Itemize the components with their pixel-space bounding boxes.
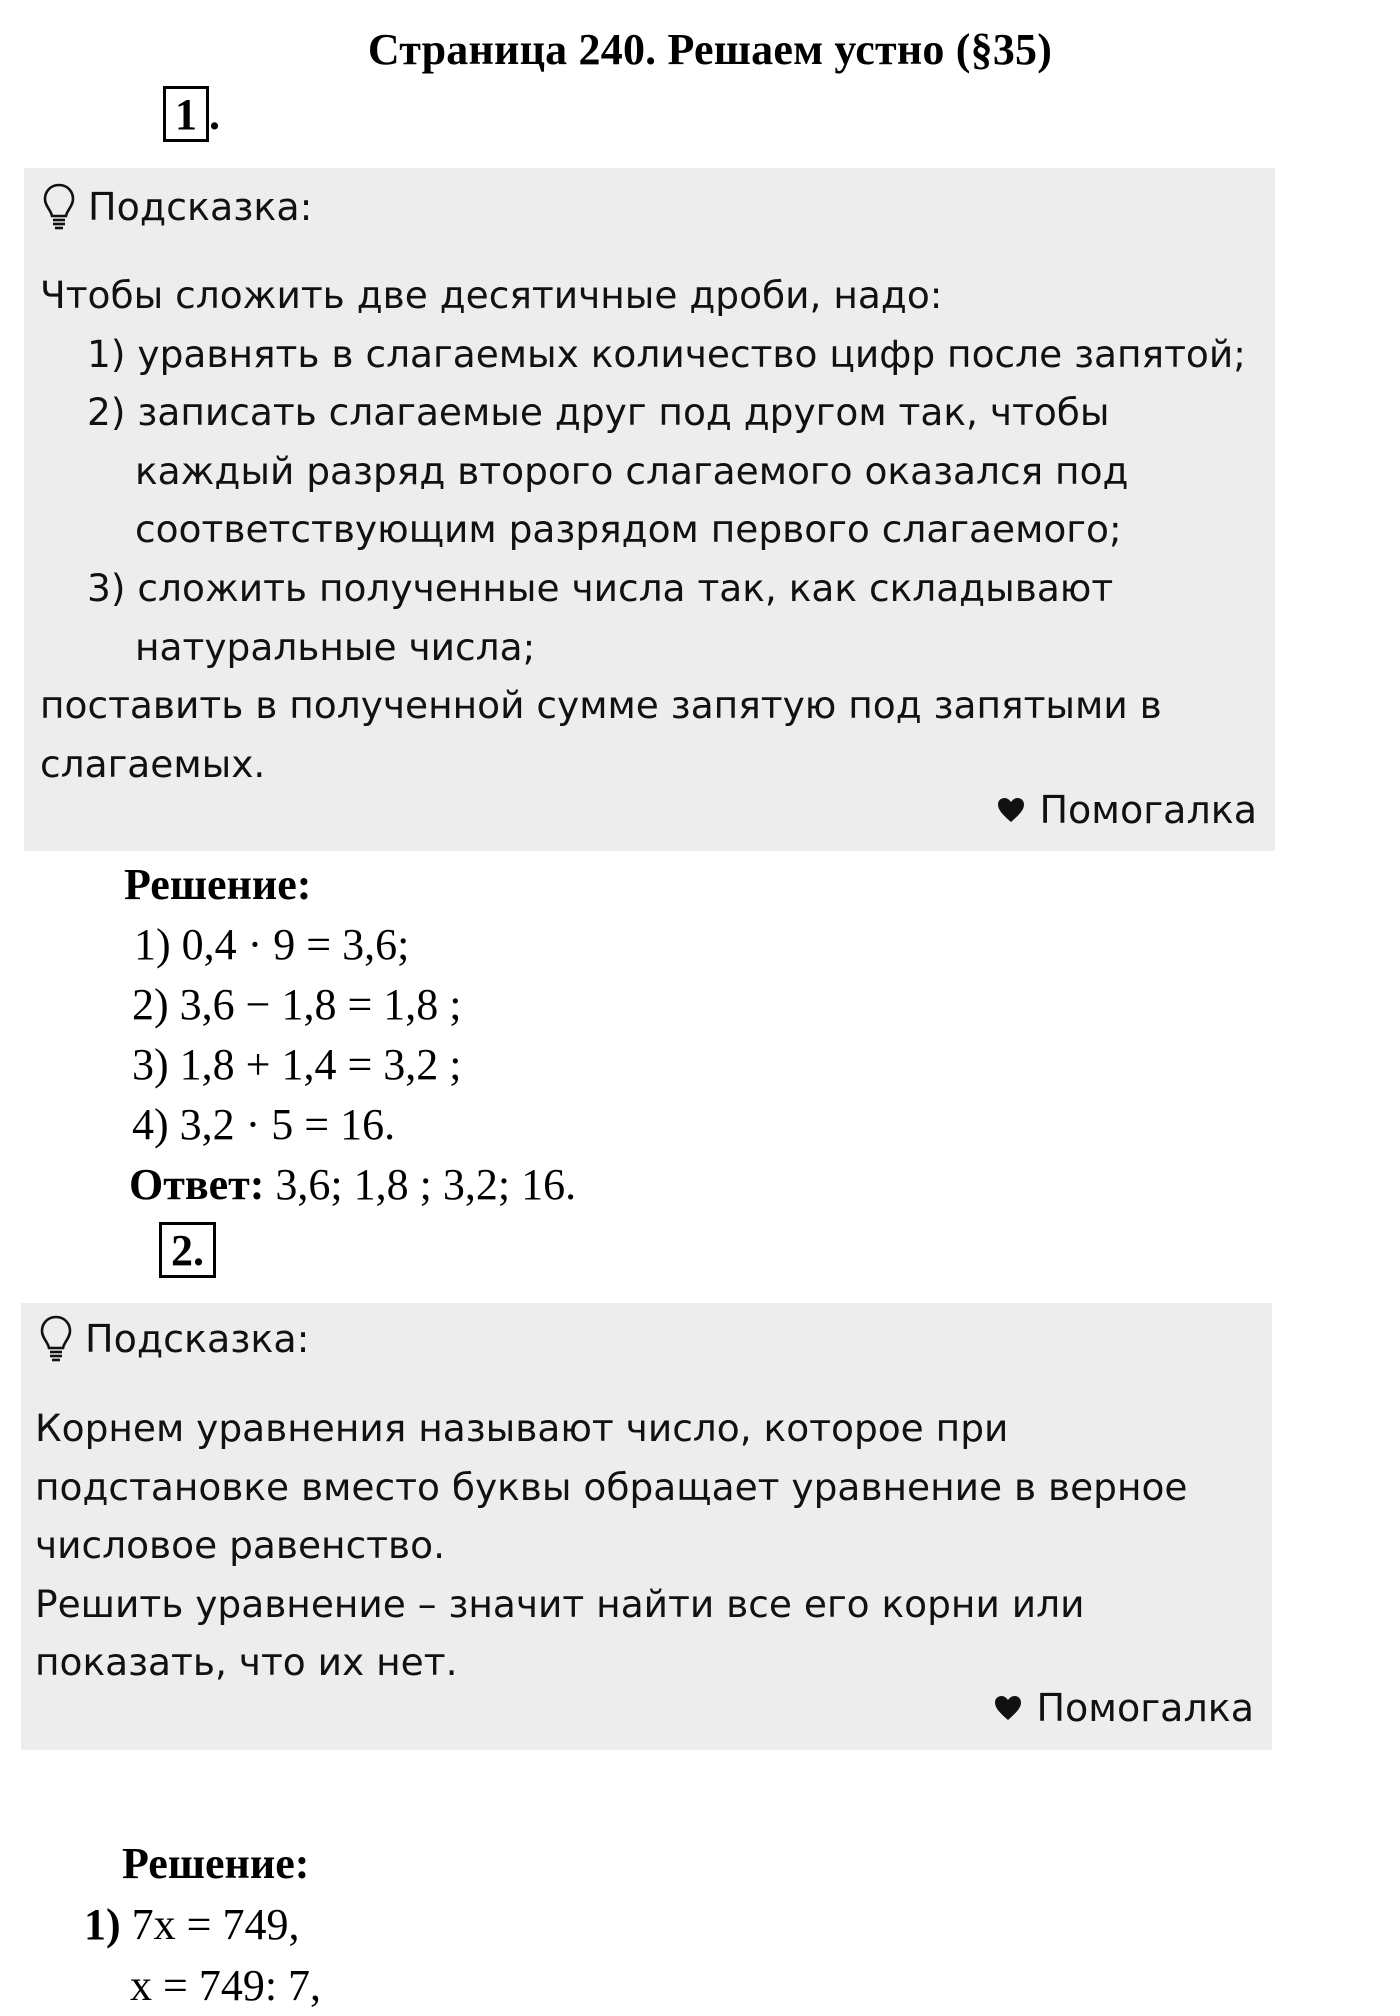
- hint-text: показать, что их нет.: [35, 1640, 458, 1685]
- answer-label: Ответ:: [129, 1160, 265, 1209]
- hint-text: Корнем уравнения называют число, которое при: [35, 1406, 1009, 1450]
- hint-heading: Подсказка:: [88, 185, 313, 229]
- hint-text: Чтобы сложить две десятичные дроби, надо:: [40, 273, 943, 317]
- hint-header: [42, 182, 312, 232]
- hint-list-item: 3) сложить полученные числа так, как складывают: [87, 565, 1114, 610]
- solution-line: [84, 1894, 321, 1955]
- answer-value: 3,6; 1,8 ; 3,2; 16.: [264, 1160, 577, 1209]
- hint-text: подстановке вместо буквы обращает уравнение в верное: [35, 1464, 1188, 1509]
- hint-footer-link[interactable]: [994, 1686, 1254, 1730]
- heart-icon: [994, 1695, 1022, 1721]
- task-1-number-box: 1: [163, 86, 209, 142]
- solution-line-text: 7x = 749,: [120, 1900, 300, 1949]
- task-2-number-box: 2.: [159, 1222, 216, 1278]
- task-1-number: 1 .: [163, 86, 220, 142]
- hint-box-2: [21, 1303, 1272, 1750]
- page-title: Страница 240. Решаем устно (§35): [367, 25, 1053, 74]
- hint-text: поставить в полученной сумме запятую под запятыми в: [40, 683, 1162, 728]
- hint-list-item-continuation: натуральные числа;: [135, 624, 536, 669]
- hint-header: [39, 1314, 309, 1364]
- hint-footer-link[interactable]: [997, 788, 1257, 832]
- hint-list-item: 2) записать слагаемые друг под другом так, чтобы: [87, 390, 1110, 435]
- heart-icon: [997, 797, 1025, 823]
- solution-line: 4) 3,2 · 5 = 16.: [132, 1100, 396, 1149]
- solution-line: 2) 3,6 − 1,8 = 1,8 ;: [132, 980, 462, 1029]
- hint-text: слагаемых.: [40, 741, 266, 786]
- lightbulb-icon: [39, 1314, 73, 1364]
- task-2-number: [159, 1222, 216, 1278]
- solution-label: Решение:: [122, 1839, 310, 1888]
- solution-2: [84, 1833, 321, 2016]
- hint-footer-label: Помогалка: [1036, 1686, 1254, 1730]
- hint-list-item-continuation: соответствующим разрядом первого слагаемого;: [135, 507, 1122, 552]
- hint-box-1: [24, 168, 1275, 851]
- hint-text: Решить уравнение – значит найти все его корни или: [35, 1581, 1085, 1626]
- solution-line: 3) 1,8 + 1,4 = 3,2 ;: [132, 1040, 462, 1089]
- solution-line: 1) 0,4 · 9 = 3,6;: [134, 920, 410, 969]
- hint-body: [40, 266, 1246, 793]
- hint-list-item-continuation: каждый разряд второго слагаемого оказался под: [135, 448, 1129, 493]
- solution-line-number: 1): [84, 1900, 121, 1949]
- hint-footer-label: Помогалка: [1039, 788, 1257, 832]
- hint-heading: Подсказка:: [85, 1317, 310, 1361]
- solution-label: Решение:: [124, 860, 312, 909]
- answer-line: [124, 1155, 576, 1215]
- hint-body: [35, 1399, 1187, 1692]
- solution-1: [124, 855, 576, 1215]
- hint-list-item: 1) уравнять в слагаемых количество цифр после запятой;: [87, 331, 1246, 376]
- hint-text: числовое равенство.: [35, 1523, 445, 1568]
- lightbulb-icon: [42, 182, 76, 232]
- solution-line: x = 749: 7,: [130, 1961, 322, 2010]
